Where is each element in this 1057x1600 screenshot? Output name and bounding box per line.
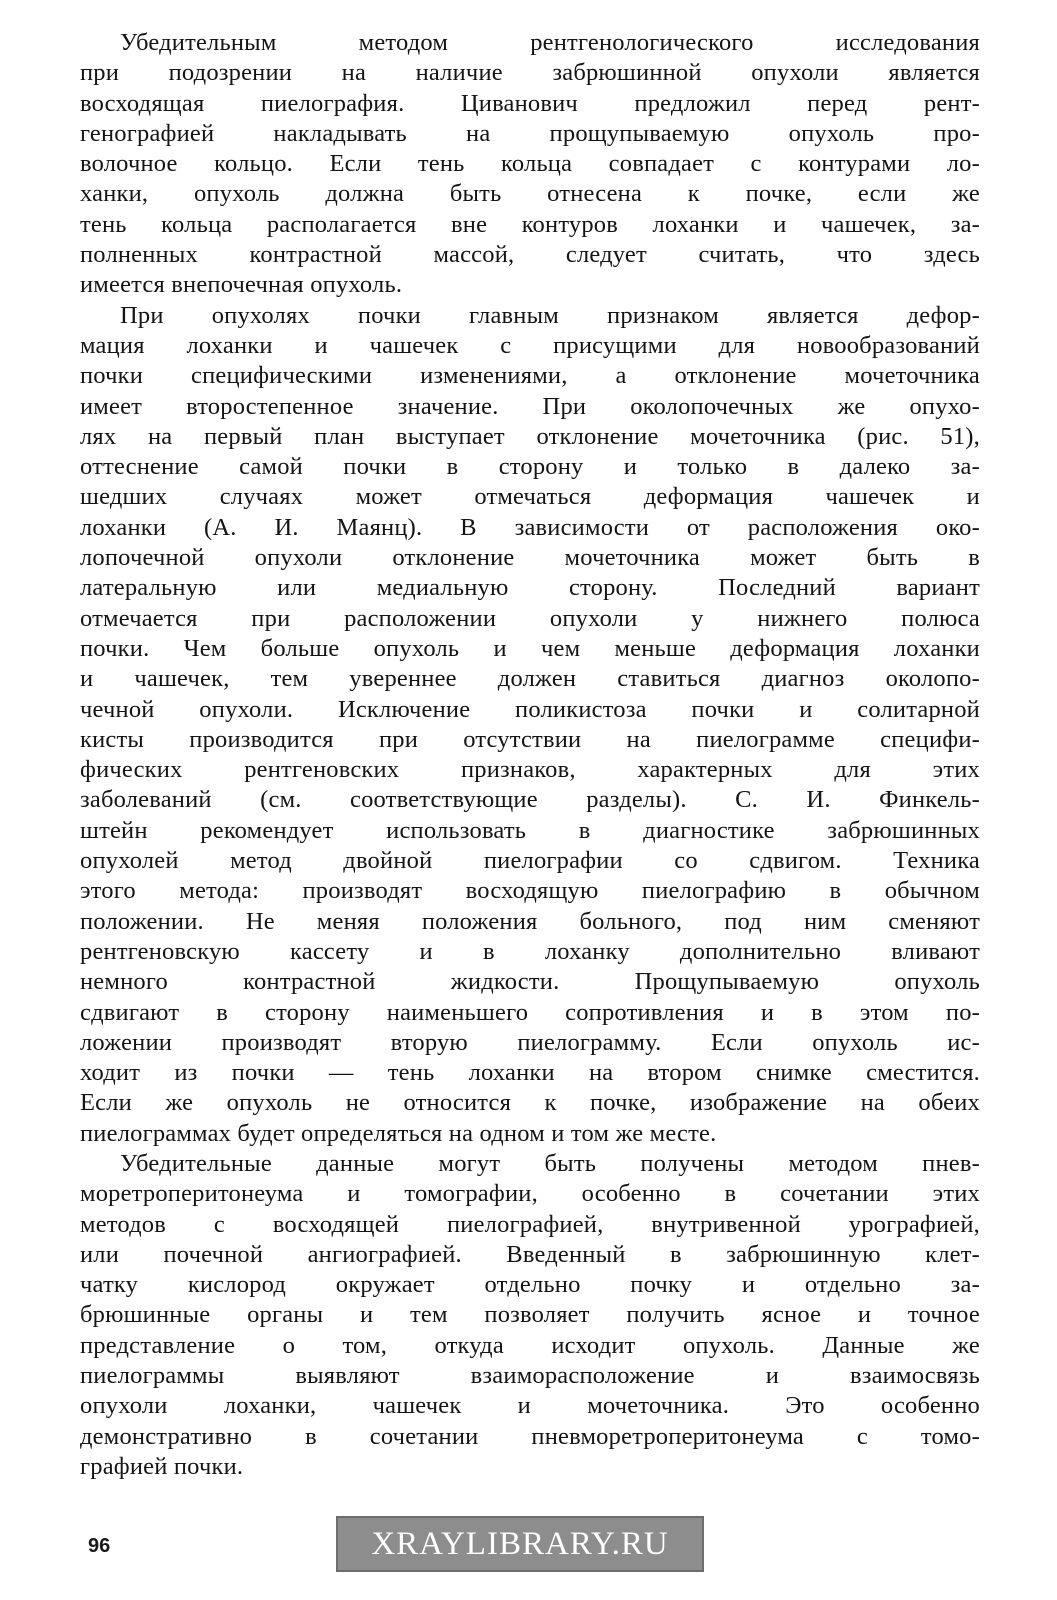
watermark-banner: XRAYLIBRARY.RU (336, 1516, 704, 1572)
text-line: кисты производится при отсутствии на пиелограмме специфи- (80, 725, 980, 753)
text-line: и чашечек, тем увереннее должен ставиться диагноз околопо- (80, 665, 980, 693)
text-line: лоханки (А. И. Маянц). В зависимости от расположения око- (80, 513, 980, 541)
text-line: или почечной ангиографией. Введенный в забрюшинную клет- (80, 1240, 980, 1268)
text-line: почки специфическими изменениями, а отклонение мочеточника (80, 362, 980, 390)
text-line: латеральную или медиальную сторону. Последний вариант (80, 574, 980, 602)
text-line: лях на первый план выступает отклонение мочеточника (рис. 51), (80, 422, 980, 450)
text-line: ложении производят вторую пиелограмму. Если опухоль ис- (80, 1028, 980, 1056)
text-line: фических рентгеновских признаков, характерных для этих (80, 756, 980, 784)
text-line: полненных контрастной массой, следует считать, что здесь (80, 241, 980, 269)
text-line: отмечается при расположении опухоли у нижнего полюса (80, 604, 980, 632)
text-line: немного контрастной жидкости. Прощупываемую опухоль (80, 968, 980, 996)
paragraph-3 (80, 1149, 980, 1482)
text-line: тень кольца располагается вне контуров лоханки и чашечек, за- (80, 210, 980, 238)
text-line: оттеснение самой почки в сторону и только в далеко за- (80, 453, 980, 481)
text-line: имеется внепочечная опухоль. (80, 271, 403, 299)
text-line: При опухолях почки главным признаком является дефор- (120, 301, 980, 329)
text-line: лопочечной опухоли отклонение мочеточника может быть в (80, 544, 980, 572)
text-line: имеет второстепенное значение. При околопочечных же опухо- (80, 392, 980, 420)
text-line: чатку кислород окружает отдельно почку и отдельно за- (80, 1271, 980, 1299)
paragraph-2 (80, 301, 980, 1149)
text-line: почки. Чем больше опухоль и чем меньше деформация лоханки (80, 634, 980, 662)
text-line: графией почки. (80, 1452, 244, 1480)
page-number: 96 (88, 1535, 111, 1557)
text-line: Если же опухоль не относится к почке, изображение на обеих (80, 1089, 980, 1117)
text-line: сдвигают в сторону наименьшего сопротивления и в этом по- (80, 998, 980, 1026)
paragraph-1 (80, 28, 980, 301)
text-line: Убедительные данные могут быть получены методом пнев- (120, 1149, 980, 1177)
text-line: волочное кольцо. Если тень кольца совпадает с контурами ло- (80, 150, 980, 178)
text-line: Убедительным методом рентгенологического исследования (120, 29, 980, 56)
text-line: ходит из почки — тень лоханки на втором снимке сместится. (80, 1059, 980, 1087)
text-line: шедших случаях может отмечаться деформация чашечек и (80, 483, 980, 511)
text-line: опухолей метод двойной пиелографии со сдвигом. Техника (80, 847, 980, 875)
text-line: штейн рекомендует использовать в диагностике забрюшинных (80, 816, 980, 844)
text-line: пиелограммы выявляют взаиморасположение и взаимосвязь (80, 1362, 980, 1390)
text-line: восходящая пиелография. Циванович предложил перед рент- (80, 89, 980, 117)
text-line: генографией накладывать на прощупываемую опухоль про- (80, 119, 980, 147)
text-line: мация лоханки и чашечек с присущими для новообразований (80, 331, 980, 359)
text-line: положении. Не меняя положения больного, под ним сменяют (80, 907, 980, 935)
text-line: чечной опухоли. Исключение поликистоза почки и солитарной (80, 695, 980, 723)
text-line: этого метода: производят восходящую пиелографию в обычном (80, 877, 980, 905)
text-line: ханки, опухоль должна быть отнесена к почке, если же (80, 180, 980, 208)
text-line: при подозрении на наличие забрюшинной опухоли является (80, 59, 980, 87)
text-line: опухоли лоханки, чашечек и мочеточника. Это особенно (80, 1392, 980, 1420)
text-line: брюшинные органы и тем позволяет получить ясное и точное (80, 1301, 980, 1329)
text-line: пиелограммах будет определяться на одном и том же месте. (80, 1119, 717, 1147)
text-line: методов с восходящей пиелографией, внутривенной урографией, (80, 1210, 980, 1238)
text-line: рентгеновскую кассету и в лоханку дополнительно вливают (80, 937, 980, 965)
text-line: заболеваний (см. соответствующие разделы). С. И. Финкель- (80, 786, 980, 814)
text-line: моретроперитонеума и томографии, особенно в сочетании этих (80, 1180, 980, 1208)
text-line: представление о том, откуда исходит опухоль. Данные же (80, 1331, 980, 1359)
text-line: демонстративно в сочетании пневморетроперитонеума с томо- (80, 1422, 980, 1450)
page-text (80, 28, 980, 1482)
